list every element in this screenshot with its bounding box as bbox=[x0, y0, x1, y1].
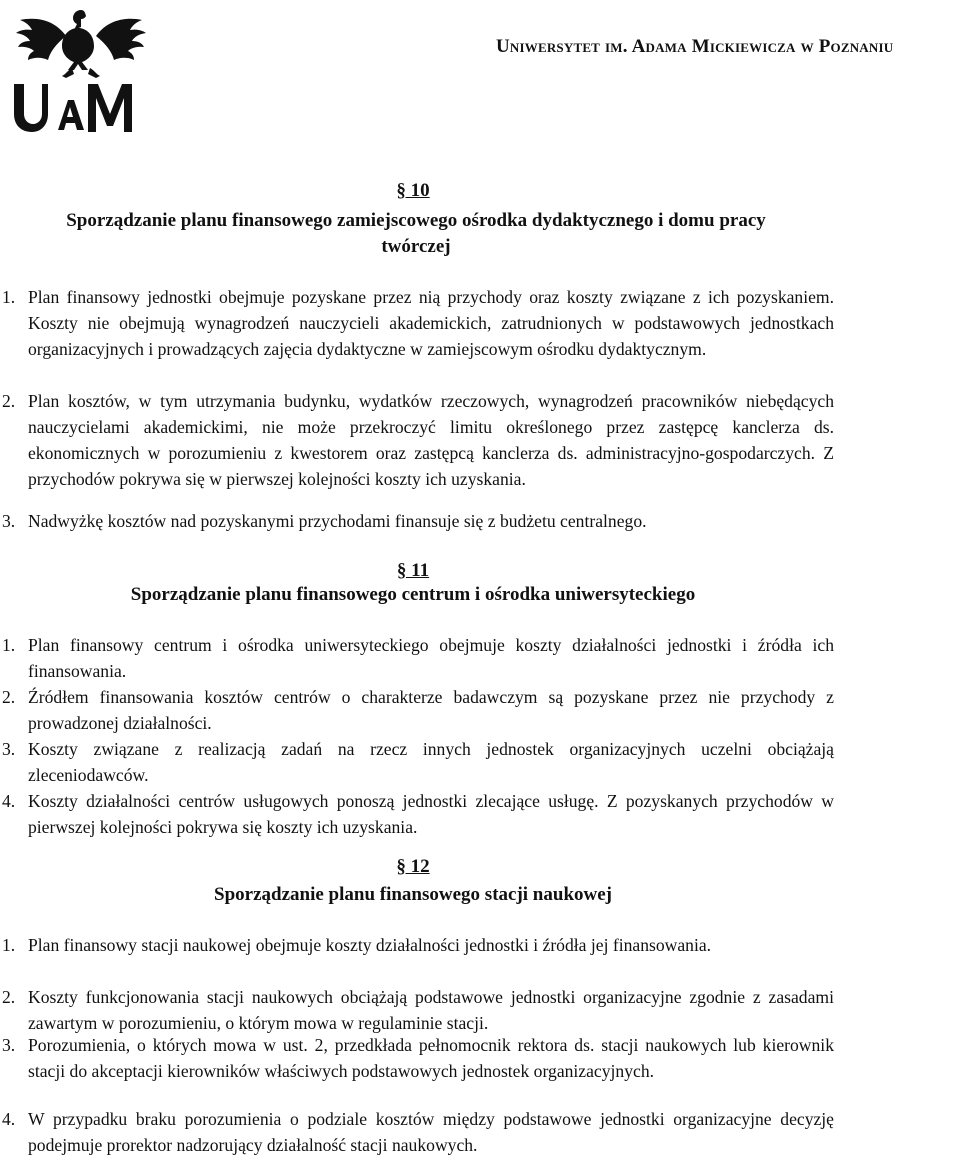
item-text: Plan finansowy centrum i ośrodka uniwersyteckiego obejmuje koszty działalności jednostki i źródła ich finansowania. bbox=[28, 635, 834, 681]
item-number: 1. bbox=[2, 935, 16, 955]
section-11-number: § 11 bbox=[396, 560, 430, 581]
item-text: Nadwyżkę kosztów nad pozyskanymi przychodami finansuje się z budżetu centralnego. bbox=[28, 511, 647, 531]
item-text: Koszty funkcjonowania stacji naukowych obciążają podstawowe jednostki organizacyjne zgodnie z zasadami zawartym w porozumieniu, o którym mowa w regulaminie stacji. bbox=[28, 987, 834, 1033]
item-text: Koszty działalności centrów usługowych ponoszą jednostki zlecające usługę. Z pozyskanych przychodów w pierwszej kolejności pokrywa się koszty ich uzyskania. bbox=[28, 791, 834, 837]
item-number: 2. bbox=[2, 687, 16, 707]
item-number: 4. bbox=[2, 1109, 16, 1129]
item-text: Koszty związane z realizacją zadań na rzecz innych jednostek organizacyjnych uczelni obciążają zleceniodawców. bbox=[28, 739, 834, 785]
section-12-title: Sporządzanie planu finansowego stacji naukowej bbox=[214, 884, 612, 905]
section-11-item-3 bbox=[2, 736, 834, 788]
section-12-item-3 bbox=[2, 1032, 834, 1084]
item-number: 4. bbox=[2, 791, 16, 811]
item-text: Plan finansowy stacji naukowej obejmuje koszty działalności jednostki i źródła jej finansowania. bbox=[28, 935, 712, 955]
item-number: 2. bbox=[2, 391, 16, 411]
item-number: 2. bbox=[2, 987, 16, 1007]
section-11-item-1 bbox=[2, 632, 834, 684]
item-number: 3. bbox=[2, 1035, 16, 1055]
section-10-item-1 bbox=[2, 284, 834, 362]
section-10-title: Sporządzanie planu finansowego zamiejscowego ośrodka dydaktycznego i domu pracy twórczej bbox=[66, 210, 766, 257]
section-12-number: § 12 bbox=[396, 856, 430, 877]
item-text: W przypadku braku porozumienia o podziale kosztów między podstawowe jednostki organizacyjne decyzję podejmuje prorektor nadzorujący działalność stacji naukowych. bbox=[28, 1109, 834, 1155]
item-text: Plan finansowy jednostki obejmuje pozyskane przez nią przychody oraz koszty związane z ich pozyskaniem. Koszty nie obejmują wynagrodzeń nauczycieli akademickich, zatrudnionych w podstawowych jednostkach organizacyjnych i prowadzących zajęcia dydaktyczne w zamiejscowym ośrodku dydaktycznym. bbox=[28, 287, 834, 359]
item-number: 3. bbox=[2, 739, 16, 759]
section-12-item-4 bbox=[2, 1106, 834, 1158]
section-10-item-3 bbox=[2, 508, 834, 534]
section-11-item-4 bbox=[2, 788, 834, 840]
section-12-item-2 bbox=[2, 984, 834, 1036]
section-10-item-2 bbox=[2, 388, 834, 492]
item-text: Porozumienia, o których mowa w ust. 2, przedkłada pełnomocnik rektora ds. stacji naukowych lub kierownik stacji do akceptacji kierowników właściwych podstawowych jednostek organizacyjnych. bbox=[28, 1035, 834, 1081]
uam-eagle-logo-icon bbox=[6, 2, 156, 138]
item-number: 1. bbox=[2, 287, 16, 307]
item-number: 1. bbox=[2, 635, 16, 655]
university-header-title: Uniwersytet im. Adama Mickiewicza w Poznaniu bbox=[496, 36, 894, 57]
section-10-number: § 10 bbox=[396, 180, 430, 201]
section-11-title: Sporządzanie planu finansowego centrum i ośrodka uniwersyteckiego bbox=[130, 584, 696, 605]
section-11-item-2 bbox=[2, 684, 834, 736]
item-number: 3. bbox=[2, 511, 16, 531]
section-12-item-1 bbox=[2, 932, 834, 958]
item-text: Plan kosztów, w tym utrzymania budynku, wydatków rzeczowych, wynagrodzeń pracowników niebędących nauczycielami akademickimi, nie może przekroczyć limitu określonego przez zastępcę kanclerza ds. ekonomicznych w porozumieniu z kwestorem oraz zastępcą kanclerza ds. administracyjno-gospodarczych. Z przychodów pokrywa się w pierwszej kolejności koszty ich uzyskania. bbox=[28, 391, 834, 489]
item-text: Źródłem finansowania kosztów centrów o charakterze badawczym są pozyskane przez nie przychody z prowadzonej działalności. bbox=[28, 687, 834, 733]
